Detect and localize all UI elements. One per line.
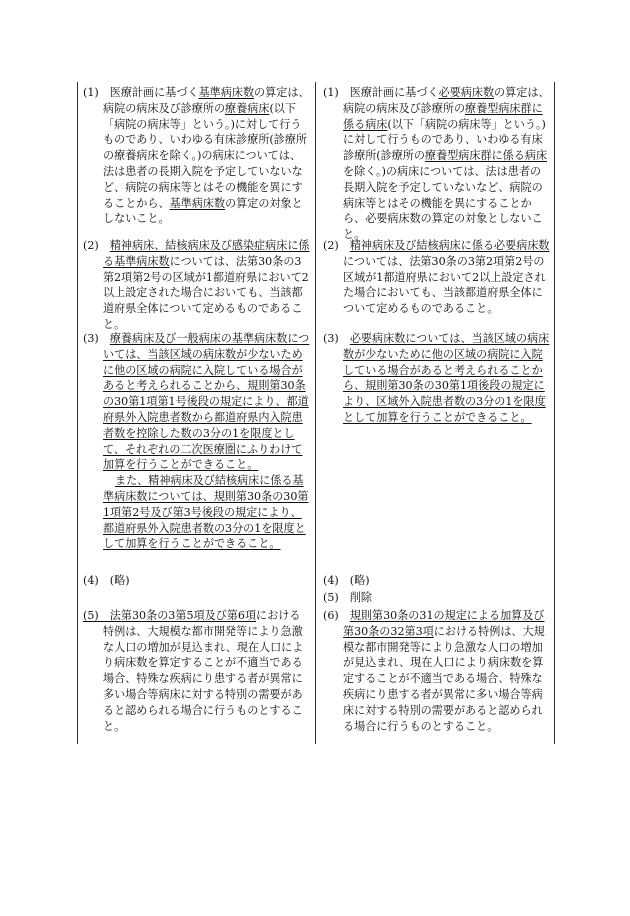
table-border-right — [554, 82, 555, 744]
underlined-text: 療養型病床群に係る病床 — [343, 101, 543, 131]
body-text: (以下「病院の病床等」という。)に対して行うものであり、いわゆる有床診療所(診療所の療養病床を除く。)の病床については、法は患者の長期入院を予定していないなど、病院の病床等とはその機能を異にすることから、 — [103, 101, 308, 210]
body-text: を除く。)の病床については、法は患者の長期入院を予定していないなど、病院の病床等とはその機能を異にすることから、必要病床数の算定の対象としないこと。 — [343, 164, 543, 242]
underlined-text: (5) 法第30条の3第5項及び第6項 — [83, 609, 257, 622]
left-item-1 — [83, 85, 311, 227]
body-text: については、法第30条の3第2項第2号の区域が1都道府県において2以上設定された場合においても、当該都道府県全体について定めるものであること。 — [103, 254, 309, 331]
left-item-4: (4) (略) — [83, 574, 130, 587]
left-item-2 — [83, 238, 311, 333]
left-item-3 — [83, 331, 311, 552]
underlined-text: 精神病床及び結核病床に係る必要病床数 — [349, 239, 550, 252]
underlined-text: また、精神病床及び結核病床に係る基準病床数については、規則第30条の30第1項第2号及び第3号後段の規定により、都道府県外入院患者数の3分の1を限度として加算を行うことができること。 — [103, 474, 309, 551]
body-text: (6) — [323, 609, 350, 622]
table-divider-center — [315, 82, 316, 744]
left-item-5 — [83, 608, 311, 734]
comparison-table — [77, 82, 555, 744]
body-text: (2) — [323, 239, 350, 252]
body-text: (1) 医療計画に基づく — [323, 86, 439, 99]
underlined-text: 療養病床及び一般病床の基準病床数については、当該区域の病床数が少ないために他の区域の病院に入院している場合があると考えられることから、規則第30条の30第1項第1号後段の規定により、都道府県外入院患者数から都道府県内入院患者数を控除した数の3分の1を限度として、それぞれの二次医療圏にふりわけて加算を行うことができること。 — [103, 332, 310, 472]
right-item-3 — [323, 331, 550, 426]
right-item-5: (5) 削除 — [323, 591, 372, 604]
body-text: の算定は、病院の病床及び診療所の — [103, 86, 310, 115]
table-border-left — [77, 82, 78, 744]
underlined-text: 療養病床 — [225, 101, 270, 115]
underlined-text: 療養型病床群に係る病床 — [425, 149, 548, 163]
body-text: については、法第30条の3第2項第2号の区域が1都道府県において2以上設定された場合においても、当該都道府県全体について定めるものであること。 — [343, 254, 546, 316]
underlined-text: 必要病床数 — [438, 86, 495, 99]
body-text: における特例は、大規模な都市開発等により急激な人口の増加が見込まれ、現在人口により病床数を算定することが不適当である場合、特殊な疾病にり患する者が異常に多い場合等病床に対する特別の需要があると認められる場合に行うものとすること。 — [343, 624, 545, 733]
right-item-4: (4) (略) — [323, 574, 370, 587]
right-item-6 — [323, 608, 550, 734]
body-text: (1) 医療計画に基づく — [83, 86, 199, 99]
underlined-text: 基準病床数 — [169, 196, 226, 210]
body-text: (以下「病院の病床等」という。)に対して行うものであり、いわゆる有床診療所(診療所の — [343, 117, 546, 163]
body-text: (3) — [83, 332, 110, 345]
right-item-2 — [323, 238, 550, 317]
underlined-text: 必要病床数については、当該区域の病床数が少ないために他の区域の病院に入院している場合があると考えられることから、規則第30条の30第1項後段の規定により、区域外入院患者数の3分の1を限度として加算を行うことができること。 — [343, 332, 550, 424]
body-text: の算定は、病院の病床及び診療所の — [343, 86, 550, 115]
underlined-text: 精神病床、結核病床及び感染症病床に係る基準病床数 — [103, 239, 310, 268]
body-text: における特例は、大規模な都市開発等により急激な人口の増加が見込まれ、現在人口により病床数を算定することが不適当である場合、特殊な疾病にり患する者が異常に多い場合等病床に対する特別の需要があると認められる場合に行うものとすること。 — [103, 609, 304, 733]
body-text: (2) — [83, 239, 110, 252]
body-text: の算定の対象としないこと。 — [103, 196, 303, 226]
body-text: (3) — [323, 332, 350, 345]
underlined-text: 基準病床数 — [198, 86, 255, 99]
right-item-1 — [323, 85, 550, 243]
underlined-text: 規則第30条の31の規定による加算及び第30条の32第3項 — [343, 609, 545, 638]
